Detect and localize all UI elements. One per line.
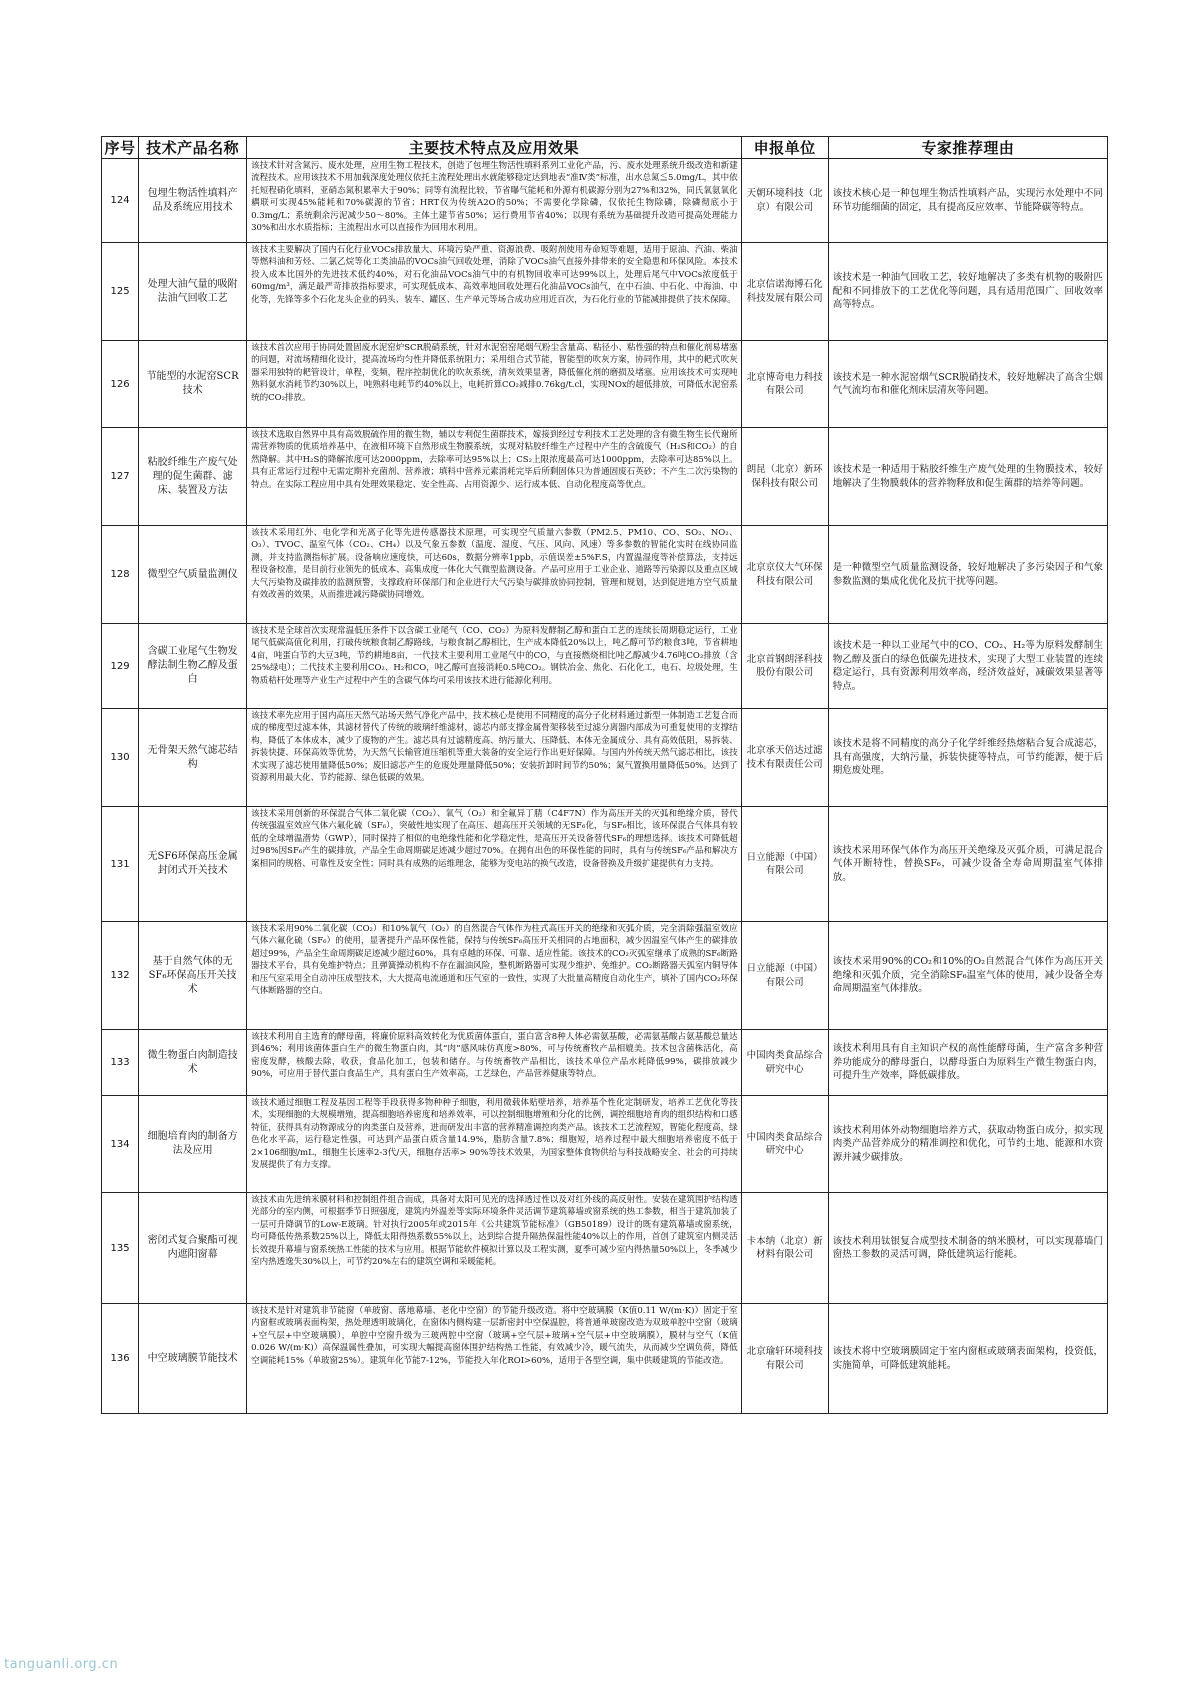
expert-reason-cell: 该技术利用钛银复合成型技术制备的纳米膜材，可以实现幕墙门窗热工参数的灵活可调，降低建筑运行能耗。 <box>828 1193 1107 1304</box>
product-name-cell: 无骨架天然气滤芯结构 <box>139 709 247 807</box>
features-cell: 该技术采用创新的环保混合气体二氧化碳（CO₂）、氧气（O₂）和全氟异丁腈（C4F7N）作为高压开关的灭弧和绝缘介质，替代传统强温室效应气体六氟化硫（SF₆），突破性地实现了在高压、超高压开关领域的无SF₆化，与SF₆相比，该环保混合气体具有较低的全球增温潜势（GWP），同时保持了相似的电绝缘性能和化学稳定性，是高压开关设备替代SF₆的理想选择。该技术可降低超过98%因SF₆产生的碳排放，产品全生命周期碳足迹减少超过70%。在拥有出色的环保性能的同时，具有与传统SF₆产品和解决方案相同的规格、可靠性及安全性；同时具有成熟的运维理念，能够为变电站的换气改造，设备替换及升级扩建提供有力支持。 <box>247 807 741 922</box>
table-row <box>102 1193 1108 1304</box>
table-row <box>102 243 1108 341</box>
expert-reason-cell: 该技术是一种水泥窑烟气SCR脱硝技术，较好地解决了高含尘烟气气流均布和催化剂床层清灰等问题。 <box>828 341 1107 428</box>
product-name-cell: 含碳工业尾气生物发酵法制生物乙醇及蛋白 <box>139 624 247 709</box>
product-name-cell: 包埋生物活性填料产品及系统应用技术 <box>139 159 247 243</box>
serial-number-cell: 131 <box>102 807 139 922</box>
expert-reason-cell: 是一种微型空气质量监测设备，较好地解决了多污染因子和气象参数监测的集成化优化及抗干扰等问题。 <box>828 526 1107 624</box>
product-name-cell: 微型空气质量监测仪 <box>139 526 247 624</box>
serial-number-cell: 135 <box>102 1193 139 1304</box>
serial-number-cell: 127 <box>102 428 139 526</box>
applicant-cell: 中国肉类食品综合研究中心 <box>741 1096 828 1193</box>
features-cell: 该技术由先进纳米膜材料和控制组件组合而成，具备对太阳可见光的选择透过性以及对红外线的高反射性。安装在建筑围护结构透光部分的室内侧，可根据季节日照强度，建筑内外温差等实际环境条件灵活调节建筑幕墙或窗系统的热工参数，相当于建筑加装了一层可升降调节的Low-E玻璃。针对执行2005年或2015年《公共建筑节能标准》（GB50189）设计的既有建筑幕墙或窗系统，均可降低传热系数25%以上，降低太阳得热系数55%以上，达到综合提升隔热保温性能40%以上的作用，首创了建筑室内侧灵活长效提升幕墙与窗系统热工性能的技术与应用。根据节能软件模拟计算以及工程实测，夏季可减少室内得热量50%以上，冬季减少室内热透逸失30%以上，可节约20%左右的建筑空调和采暖能耗。 <box>247 1193 741 1304</box>
table-row <box>102 1096 1108 1193</box>
product-name-cell: 中空玻璃膜节能技术 <box>139 1304 247 1414</box>
expert-reason-cell: 该技术将中空玻璃膜固定于室内窗框或玻璃表面架构，投资低，实施简单，可降低建筑能耗。 <box>828 1304 1107 1414</box>
applicant-cell: 日立能源（中国）有限公司 <box>741 807 828 922</box>
expert-reason-cell: 该技术采用90%的CO₂和10%的O₂自然混合气体作为高压开关绝缘和灭弧介质，完全消除SF₆温室气体的使用，减少设备全寿命周期温室气体排放。 <box>828 922 1107 1030</box>
table-row <box>102 341 1108 428</box>
applicant-cell: 中国肉类食品综合研究中心 <box>741 1030 828 1096</box>
serial-number-cell: 128 <box>102 526 139 624</box>
serial-number-cell: 132 <box>102 922 139 1030</box>
serial-number-cell: 136 <box>102 1304 139 1414</box>
table-row <box>102 526 1108 624</box>
features-cell: 该技术是全球首次实现常温低压条件下以含碳工业尾气（CO、CO₂）为原料发酵制乙醇和蛋白工艺的连续长周期稳定运行，工业尾气低碳高值化利用，打破传统粮食制乙醇路线，与粮食制乙醇相比，生产成本降低20%以上，吨乙醇可节约粮食3吨，节省耕地4亩，吨蛋白节约大豆3吨，节约耕地8亩，一代技术主要利用工业尾气中的CO，与直接燃烧相比吨乙醇减少4.76吨CO₂排放（含25%绿电）；二代技术主要利用CO₂、H₂和CO，吨乙醇可直接消耗0.5吨CO₂。钢铁冶金、焦化、石化化工，电石、垃圾处理，生物质秸杆处理等产业生产过程中产生的含碳气体均可采用该技术进行能源化利用。 <box>247 624 741 709</box>
features-cell: 该技术利用自主选育的酵母菌，将廉价原料高效转化为优质菌体蛋白，蛋白富含8种人体必需氨基酸，必需氨基酸占氨基酸总量达到46%；利用该菌体蛋白生产的微生物蛋白肉，其“肉”感风味仿真度>80%，可与传统畜牧产品相媲美。技术包含菌株活化，高密度发酵，核酸去除，收获，食品化加工，包装和储存。与传统畜牧产品相比，该技术单位产品水耗降低99%，碳排放减少90%，可应用于替代蛋白食品生产，具有蛋白生产效率高，工艺绿色，产品营养健康等特点。 <box>247 1030 741 1096</box>
table-row <box>102 709 1108 807</box>
applicant-cell: 日立能源（中国）有限公司 <box>741 922 828 1030</box>
expert-reason-cell: 该技术利用体外动物细胞培养方式，获取动物蛋白成分，拟实现肉类产品营养成分的精准调控和优化，可节约土地、能源和水资源并减少碳排放。 <box>828 1096 1107 1193</box>
applicant-cell: 朗昆（北京）新环保科技有限公司 <box>741 428 828 526</box>
header-expert-reason: 专家推荐理由 <box>828 137 1107 159</box>
table-row <box>102 807 1108 922</box>
expert-reason-cell: 该技术是一种油气回收工艺，较好地解决了多类有机物的吸附匹配和不同排放下的工艺优化等问题，具有适用范围广、回收效率高等特点。 <box>828 243 1107 341</box>
features-cell: 该技术主要解决了国内石化行业VOCs排放量大、环境污染严重、资源浪费、吸附剂使用寿命短等难题，适用于原油、汽油、柴油等燃料油和芳烃、二氯乙烷等化工类油品的VOCs油气回收处理，消除了VOCs油气直接外排带来的安全隐患和环保风险。本技术投入成本比国外的先进技术低约40%，对石化油品VOCs油气中的有机物回收率可达99%以上，处理后尾气中VOCs浓度低于60mg/m³，满足最严苛排放指标要求，可实现低成本、高效率地回收处理石化油品VOCs油气，在中石油、中石化、中海油、中化等，先锋等多个石化龙头企业的码头、装车、罐区、生产单元等场合成功应用近百次，为石化行业的节能减排提供了技术保障。 <box>247 243 741 341</box>
applicant-cell: 卡本纳（北京）新材料有限公司 <box>741 1193 828 1304</box>
features-cell: 该技术针对含氮污、废水处理，应用生物工程技术，创造了包埋生物活性填料系列工业化产品，污、废水处理系统升级改造和新建流程技术。应用该技术不用加载深度处理仪依托主流程处理出水就能够稳定达到地表“准Ⅳ类”标准，出水总氮≦5.0mg/L，其中依托短程硝化填料，亚硝态氮积累率大于90%；同等有流程比较，节省曝气能耗和外源有机碳源分别为27%和32%，同氏氧氨氧化耦联可实现45%能耗和70%碳源的节省；HRT仅为传统A2O的50%；不需要化学除磷，仅依托生物除磷，除磷彻底小于0.3mg/L；系统剩余污泥减少50～80%。主体土建节省50%；运行费用节省40%；以现有系统为基础提升改造可提高处理能力30%和出水水质指标；主流程出水可以直接作为回用水利用。 <box>247 159 741 243</box>
watermark: tanguanli.org.cn <box>4 1657 119 1672</box>
product-name-cell: 密闭式复合聚酯可视内遮阳窗幕 <box>139 1193 247 1304</box>
table-header-row <box>102 137 1108 159</box>
header-serial-number: 序号 <box>102 137 139 159</box>
serial-number-cell: 126 <box>102 341 139 428</box>
table-row <box>102 1030 1108 1096</box>
applicant-cell: 北京博奇电力科技有限公司 <box>741 341 828 428</box>
applicant-cell: 北京京仪大气环保科技有限公司 <box>741 526 828 624</box>
applicant-cell: 北京首钢朗泽科技股份有限公司 <box>741 624 828 709</box>
product-name-cell: 节能型的水泥窑SCR技术 <box>139 341 247 428</box>
serial-number-cell: 124 <box>102 159 139 243</box>
features-cell: 该技术采用90%二氧化碳（CO₂）和10%氧气（O₂）的自然混合气体作为柱式高压开关的绝缘和灭弧介质，完全消除强温室效应气体六氟化硫（SF₆）的使用，显著提升产品环保性能，保持与传统SF₆高压开关相同的占地面积，减少因温室气体产生的碳排放超过99%，产品全生命周期碳足迹减少超过60%，具有卓越的环保、可靠、适应性能。该技术的CO₂灭弧室继承了成熟的SF₆断路器技术平台，具有免维护特点；且弹簧操动机构不存在漏油风险，整机断路器可实现少维护、免维护。CO₂断路器天弧室内铜导体和压气室采用全自动冲压成型技术，大大提高电流通道和压气室的一致性，实现了大批量高精度自动化生产，填补了国内CO₂环保气体断路器的空白。 <box>247 922 741 1030</box>
features-cell: 该技术首次应用于协同处置固废水泥窑炉SCR脱硝系统，针对水泥窑窑尾烟气粉尘含量高、粘径小、粘性强的特点和催化剂易堵塞的问题，对流场精细化设计，提高流场均匀性并降低系统阻力；采用组合式节能，智能型的吹灰方案，协同作用，其中的耙式吹灰器采用独特的耙管设计，单程，变频，程序控制优化的吹灰系统，清灰效果显著，降低催化剂的磨损及堵塞。应用该技术可实现吨熟料氨水消耗节约30%以上，吨熟料电耗节约40%以上，电耗折算CO₂减排0.76kg/t.cl，实现NOx的超低排放，可降低水泥窑系统的CO₂排放。 <box>247 341 741 428</box>
header-product-name: 技术产品名称 <box>139 137 247 159</box>
table-row <box>102 624 1108 709</box>
expert-reason-cell: 该技术是一种适用于粘胶纤维生产废气处理的生物膜技术，较好地解决了生物膜载体的营养物释放和促生菌群的培养等问题。 <box>828 428 1107 526</box>
product-name-cell: 基于自然气体的无SF₆环保高压开关技术 <box>139 922 247 1030</box>
serial-number-cell: 134 <box>102 1096 139 1193</box>
tech-recommendation-table <box>101 136 1108 1414</box>
product-name-cell: 粘胶纤维生产废气处理的促生菌群、滤床、装置及方法 <box>139 428 247 526</box>
features-cell: 该技术率先应用于国内高压天然气站场天然气净化产品中，技术核心是使用不同精度的高分子化材料通过新型一体制造工艺复合而成的梯度型过滤本体，其滤材替代了传统的玻璃纤维滤材，滤芯内部支撑金属骨架移装至过滤分离器内部成为可重复使用的支撑结构，降低了本体成本，减少了废物的产生。滤芯具有过滤精度高、纳污量大、压降低、本体无金属成分、具有高效低阻，易拆装、拆装快捷、环保高效等优势，为天然气长输管道压缩机等重大装备的安全运行作出更好保障。与国内外传统天然气滤芯相比，该技术实现了滤芯使用量降低50%；废旧滤芯产生的危废处理量降低50%；安装折卸时间节约50%；氮气置换用量降低50%。达到了资源利用最大化、节约能源、绿色低碳的效果。 <box>247 709 741 807</box>
applicant-cell: 北京信诺海博石化科技发展有限公司 <box>741 243 828 341</box>
expert-reason-cell: 该技术是将不同精度的高分子化学纤维经热熔粘合复合成滤芯，具有高强度，大纳污量，拆装快捷等特点，可节约能源，便于后期危废处理。 <box>828 709 1107 807</box>
serial-number-cell: 125 <box>102 243 139 341</box>
serial-number-cell: 129 <box>102 624 139 709</box>
header-features: 主要技术特点及应用效果 <box>247 137 741 159</box>
expert-reason-cell: 该技术采用环保气体作为高压开关绝缘及灭弧介质，可满足混合气体开断特性，替换SF₆，可减少设备全寿命周期温室气体排放。 <box>828 807 1107 922</box>
table-row <box>102 428 1108 526</box>
applicant-cell: 北京承天倍达过滤技术有限责任公司 <box>741 709 828 807</box>
applicant-cell: 天朝环境科技（北京）有限公司 <box>741 159 828 243</box>
product-name-cell: 处理大油气量的吸附法油气回收工艺 <box>139 243 247 341</box>
header-applicant: 申报单位 <box>741 137 828 159</box>
expert-reason-cell: 该技术利用具有自主知识产权的高性能酵母菌，生产富含多种营养功能成分的酵母蛋白，以酵母蛋白为原料生产微生物蛋白肉，可提升生产效率，降低碳排放。 <box>828 1030 1107 1096</box>
features-cell: 该技术是针对建筑非节能窗（单玻窗、落地幕墙、老化中空窗）的节能升级改造。将中空玻璃膜（K值0.11 W/(m·K)）固定于室内窗框或玻璃表面构架，热处理透明玻璃化，在窗体内侧构建一层新密封中空保温腔，将普通单玻窗改造为双玻单腔中空窗（玻璃+空气层+中空玻璃膜），单腔中空窗升级为三玻两腔中空窗（玻璃+空气层+玻璃+空气层+中空玻璃膜），膜材与空气（K值0.026 W/(m·K)）高保温属性叠加，可实现大幅提高窗体围护结构热工性能，有效减少冷，暖气流失，从而减少空调负荷，降低空调能耗15%（单玻窗25%）。建筑年化节能7-12%，节能投入年化ROI>60%，适用于各型空调，集中供暖建筑的节能改造。 <box>247 1304 741 1414</box>
product-name-cell: 细胞培育肉的制备方法及应用 <box>139 1096 247 1193</box>
serial-number-cell: 130 <box>102 709 139 807</box>
expert-reason-cell: 该技术是一种以工业尾气中的CO、CO₂、H₂等为原料发酵制生物乙醇及蛋白的绿色低碳先进技术，实现了大型工业装置的连续稳定运行，具有资源利用效率高，经济效益好，减碳效果显著等特点。 <box>828 624 1107 709</box>
expert-reason-cell: 该技术核心是一种包埋生物活性填料产品，实现污水处理中不同环节功能细菌的固定，具有提高反应效率、节能降碳等特点。 <box>828 159 1107 243</box>
table-row <box>102 159 1108 243</box>
table-row <box>102 922 1108 1030</box>
features-cell: 该技术选取自然界中具有高效脱硫作用的微生物，辅以专利促生菌群技术，嫁接到经过专利技术工艺处理的含有微生物生长代谢所需营养物质的优质培养基中，在液相环境下自然形成生物膜系统，实现对粘胶纤维生产过程中产生的含硫废气（H₂S和CO₂）的自然降解。其中H₂S的降解浓度可达2000ppm，去除率可达95%以上；CS₂上限浓度最高可达1000ppm，去除率可达85%以上。具有正常运行过程中无需定期补充菌剂、营养液；填料中营养元素消耗完毕后所剩固体只为普通固废石英砂；不产生二次污染物的特点。在实际工程应用中具有处理效果稳定、安全性高、占用资源少、运行成本低、自动化程度高等优点。 <box>247 428 741 526</box>
product-name-cell: 微生物蛋白肉制造技术 <box>139 1030 247 1096</box>
applicant-cell: 北京瑜轩环境科技有限公司 <box>741 1304 828 1414</box>
product-name-cell: 无SF6环保高压金属封闭式开关技术 <box>139 807 247 922</box>
serial-number-cell: 133 <box>102 1030 139 1096</box>
features-cell: 该技术通过细胞工程及基因工程等手段获得多物种种子细胞，利用微载体贴壁培养，培养基个性化定制研发，培养工艺优化等技术，实现细胞的大规模增殖，提高细胞培养密度和培养效率，可以控制细胞增殖和分化的比例，调控细胞培育肉的组织结构和口感特征，获得具有动物源成分的肉类蛋白及营养，进而研发出丰富的营养精准调控肉类产品。该技术工艺流程短，智能化程度高，绿色化水平高，运行稳定性强，可达到产品蛋白质含量14.9%，脂肪含量7.8%；细胞短，培养过程中最大细胞培养密度不低于2×106细胞/mL，细胞生长速率2-3代/天，细胞存活率> 90%等技术效果，为国家整体食物供给与科技战略安全、社会的可持续发展提供了有力支撑。 <box>247 1096 741 1193</box>
table-row <box>102 1304 1108 1414</box>
features-cell: 该技术采用红外、电化学和光离子化等先进传感器技术原理，可实现空气质量六参数（PM2.5、PM10、CO、SO₂、NO₂、O₃）、TVOC、温室气体（CO₂、CH₄）以及气象五参数（温度、湿度、气压、风向、风速）等多参数的智能化实时在线协同监测，并支持监测指标扩展。设备响应速度快，可达60s，数据分辨率1ppb，示值误差±5%F.S，内置温湿度等补偿算法，支持远程设备校准，是目前行业领先的低成本、高集成度一体化大气微型监测设备。产品可应用于工业企业、道路等污染源以及重点区域大气污染物及碳排放的监测预警，支撑政府环保部门和企业进行大气污染与碳排放协同控制，管理和规划，达到促进地方空气质量有效改善的效果，从而推进减污降碳协同增效。 <box>247 526 741 624</box>
